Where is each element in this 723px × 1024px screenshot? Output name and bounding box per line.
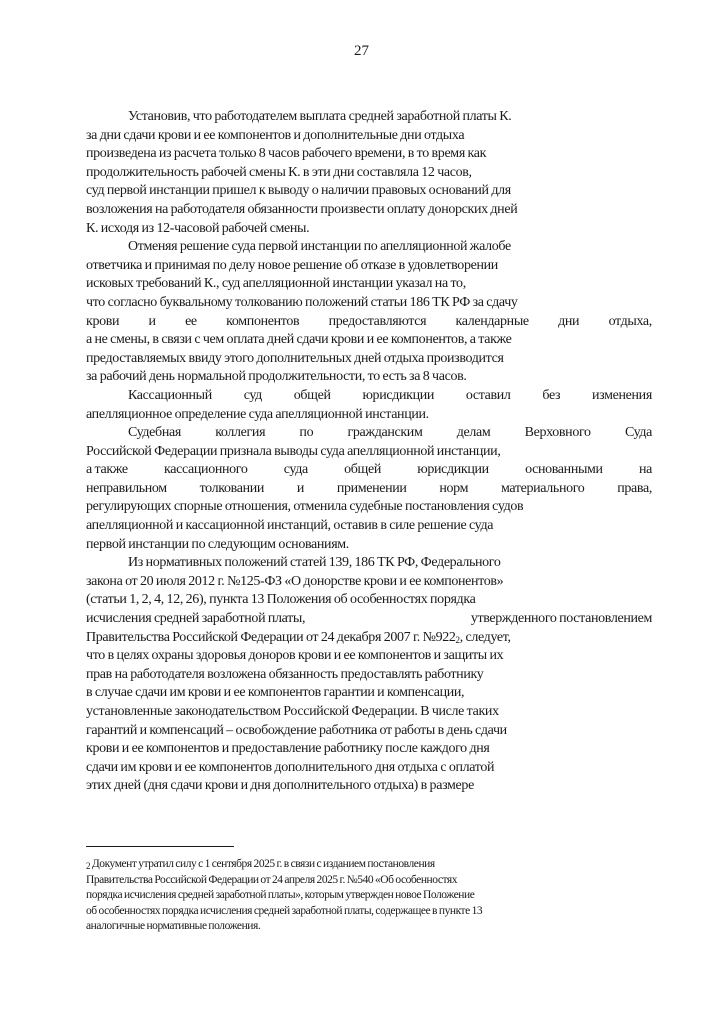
word: общей <box>293 387 331 403</box>
footnote-line <box>86 857 646 873</box>
word: без <box>542 387 561 403</box>
text-line <box>86 629 652 648</box>
text-line: прав на работодателя возложена обязанность предоставлять работнику <box>86 666 484 682</box>
word: суда <box>283 462 308 478</box>
justified-line <box>86 480 652 499</box>
text-fragment: утвержденного постановлением <box>470 611 652 627</box>
word: на <box>638 462 652 478</box>
text-line: за дни сдачи крови и ее компонентов и дополнительные дни отдыха <box>86 127 465 143</box>
text-fragment: Правительства Российской Федерации от 24 декабря 2007 г. №922 <box>86 629 456 645</box>
text-line: исковых требований К., суд апелляционной инстанции указал на то, <box>86 276 466 292</box>
word: Верховного <box>524 425 591 441</box>
text-line: суд первой инстанции пришел к выводу о наличии правовых оснований для <box>86 183 511 199</box>
word: изменения <box>592 387 652 403</box>
word: компонентов <box>226 313 300 329</box>
text-line: Отменяя решение суда первой инстанции по апелляционной жалобе <box>128 239 511 255</box>
footnote-line: Правительства Российской Федерации от 24 апреля 2025 г. №540 «Об особенностях <box>86 873 458 886</box>
text-line: ответчика и принимая по делу новое решение об отказе в удовлетворении <box>86 257 498 273</box>
text-line: Из нормативных положений статей 139, 186 ТК РФ, Федерального <box>128 555 501 571</box>
text-line: возложения на работодателя обязанности произвести оплату донорских дней <box>86 201 518 217</box>
word: и <box>296 480 305 496</box>
text-line: Установив, что работодателем выплата средней заработной платы К. <box>128 109 512 124</box>
word: юрисдикции <box>417 462 489 478</box>
word: а также <box>86 462 128 478</box>
word: Суда <box>624 425 652 441</box>
text-line: апелляционной и кассационной инстанций, оставив в силе решение суда <box>86 518 494 534</box>
word: предоставляются <box>328 313 427 329</box>
word: неправильном <box>86 480 167 496</box>
footnote-reference: 2 <box>455 634 460 645</box>
word: делам <box>456 425 491 441</box>
justified-line <box>86 313 652 332</box>
word: отдыха, <box>608 313 652 329</box>
word: кассационного <box>164 462 248 478</box>
word: права, <box>617 480 652 496</box>
word: Судебная <box>128 425 181 441</box>
footnote-text: Документ утратил силу с 1 сентября 2025 г. в связи с изданием постановления <box>90 858 435 870</box>
text-line: К. исходя из 12-часовой рабочей смены. <box>86 220 310 236</box>
word: календарные <box>455 313 529 329</box>
word: и <box>148 313 156 329</box>
word: ее <box>185 313 197 329</box>
footnote <box>86 857 646 935</box>
word: коллегия <box>215 425 266 441</box>
word: оставил <box>465 387 511 403</box>
text-line: сдачи им крови и ее компонентов дополнительного дня отдыха с оплатой <box>86 759 495 775</box>
text-line: предоставляемых ввиду этого дополнительных дней отдыха производится <box>86 350 504 366</box>
word: Кассационный <box>128 387 212 403</box>
text-line: гарантий и компенсаций – освобождение работника от работы в день сдачи <box>86 722 507 738</box>
text-line: первой инстанции по следующим основаниям. <box>86 536 349 552</box>
text-line: этих дней (дня сдачи крови и дня дополнительного отдыха) в размере <box>86 778 474 794</box>
word: общей <box>344 462 381 478</box>
word: норм <box>439 480 469 496</box>
justified-line <box>86 387 652 406</box>
word: суд <box>243 387 262 403</box>
word: толковании <box>199 480 265 496</box>
justified-line <box>86 461 652 480</box>
text-line: произведена из расчета только 8 часов рабочего времени, в то время как <box>86 146 487 162</box>
footnote-line: аналогичные нормативные положения. <box>86 920 261 933</box>
text-line: продолжительность рабочей смены К. в эти дни составляла 12 часов, <box>86 164 472 180</box>
text-line: что в целях охраны здоровья доноров крови и ее компонентов и защиты их <box>86 648 504 664</box>
text-line: регулирующих спорные отношения, отменила судебные постановления судов <box>86 499 524 515</box>
word: крови <box>86 313 120 329</box>
footnote-divider <box>86 846 234 847</box>
page-number: 27 <box>354 43 369 59</box>
text-fragment: , следует, <box>459 629 511 645</box>
footnote-line: об особенностях порядка исчисления средней заработной платы, содержащее в пункте 13 <box>86 904 483 917</box>
footnote-marker: 2 <box>86 861 91 871</box>
text-line: установленные законодательством Российской Федерации. В числе таких <box>86 704 499 719</box>
body-text <box>86 108 652 796</box>
footnote-line: порядка исчисления средней заработной платы», которым утвержден новое Положение <box>86 889 475 902</box>
text-line: что согласно буквальному толкованию положений статьи 186 ТК РФ за сдачу <box>86 294 518 310</box>
split-line <box>86 610 652 629</box>
word: материального <box>500 480 585 496</box>
text-line: апелляционное определение суда апелляционной инстанции. <box>86 406 429 422</box>
text-line: за рабочий день нормальной продолжительности, то есть за 8 часов. <box>86 369 467 385</box>
word: дни <box>558 313 580 329</box>
text-line: в случае сдачи им крови и ее компонентов гарантии и компенсации, <box>86 685 465 701</box>
word: юрисдикции <box>362 387 435 403</box>
text-line: Российской Федерации признала выводы суда апелляционной инстанции, <box>86 443 501 459</box>
justified-line <box>86 424 652 443</box>
text-line: крови и ее компонентов и предоставление работнику после каждого дня <box>86 741 490 757</box>
word: основанными <box>525 462 603 478</box>
text-fragment: исчисления средней заработной платы, <box>86 611 306 627</box>
text-line: (статьи 1, 2, 4, 12, 26), пункта 13 Положения об особенностях порядка <box>86 592 476 608</box>
word: по <box>299 425 314 441</box>
text-line: закона от 20 июля 2012 г. №125-ФЗ «О донорстве крови и ее компонентов» <box>86 573 504 589</box>
word: применении <box>336 480 407 496</box>
text-line: а не смены, в связи с чем оплата дней сдачи крови и ее компонентов, а также <box>86 332 512 348</box>
word: гражданским <box>347 425 423 441</box>
